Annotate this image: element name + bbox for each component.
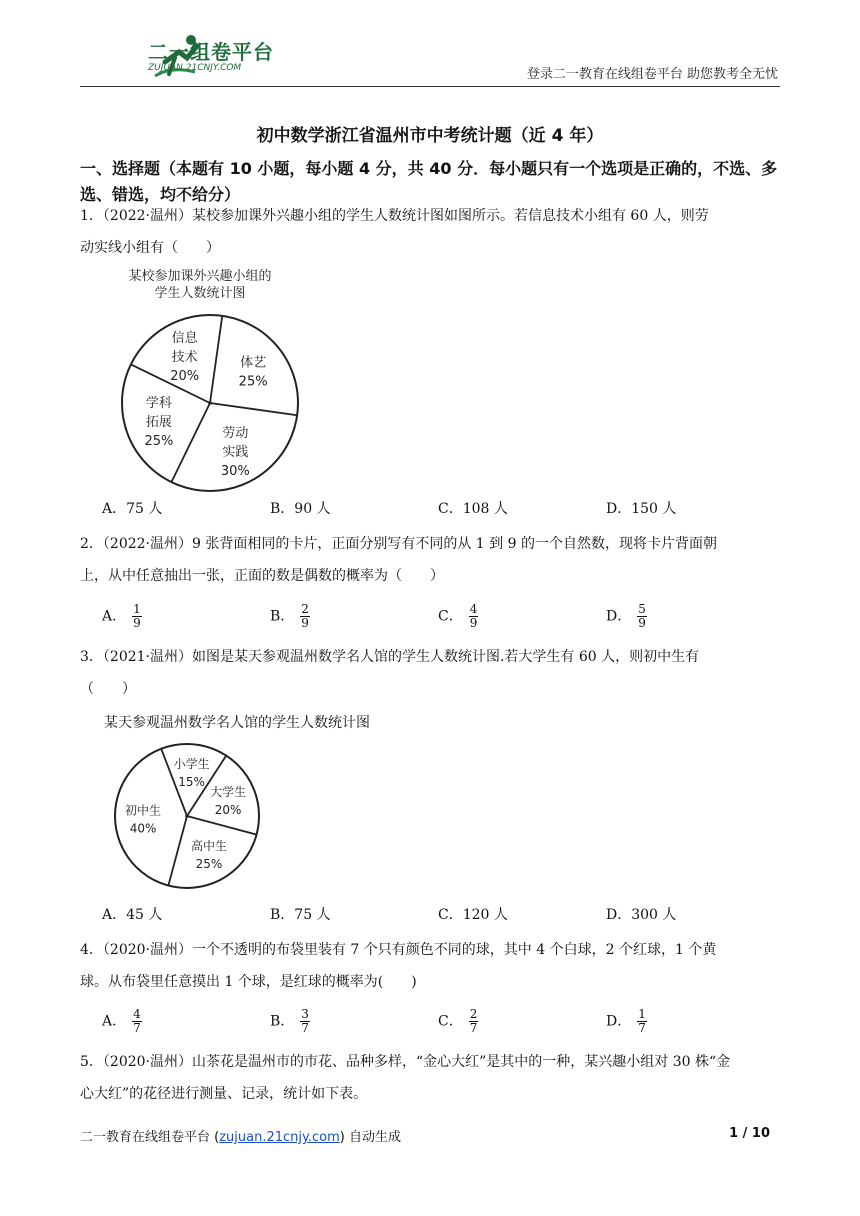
fraction-numerator: 4 xyxy=(469,602,478,616)
question-3-line2: （ ） xyxy=(80,681,136,697)
fraction-denominator: 9 xyxy=(133,616,141,630)
option-d[interactable]: D．300 人 xyxy=(606,907,677,923)
option-b[interactable]: B． $\frac{3}{7}$ xyxy=(270,1007,309,1035)
pie-slice-value: 20% xyxy=(170,368,200,384)
footer xyxy=(80,1126,401,1145)
question-1-line1: 1．（2022·温州）某校参加课外兴趣小组的学生人数统计图如图所示。若信息技术小组有 60 人，则劳 xyxy=(80,208,709,224)
fraction-denominator: 7 xyxy=(301,1021,309,1035)
pie-slice-value: 25% xyxy=(144,434,174,450)
question-5 xyxy=(80,1046,780,1110)
question-2 xyxy=(80,528,780,592)
option-d[interactable]: D． $\frac{5}{9}$ xyxy=(606,602,646,630)
fraction-numerator: 2 xyxy=(469,1007,478,1021)
pie-slice-value: 15% xyxy=(178,775,205,790)
fraction-denominator: 7 xyxy=(638,1021,646,1035)
fraction-numerator: 5 xyxy=(638,602,646,616)
pie-slice-value: 25% xyxy=(238,374,268,390)
pie-center xyxy=(208,401,212,405)
header-divider xyxy=(80,86,780,87)
chart-title-line: 某校参加课外兴趣小组的 xyxy=(128,269,272,284)
pie-slice-value: 30% xyxy=(220,464,250,480)
pie-slice-label: 学科 xyxy=(145,396,172,412)
option-a[interactable]: A． $\frac{1}{9}$ xyxy=(102,602,141,630)
question-5-line1: 5．（2020·温州）山茶花是温州市的市花、品种多样，“金心大红”是其中的一种，某兴趣小组对 30 株“金 xyxy=(80,1054,731,1070)
pie-chart-interest-groups xyxy=(110,268,310,498)
option-c[interactable]: C．108 人 xyxy=(438,501,508,517)
pie-slice-label: 劳动 xyxy=(222,426,249,442)
option-c[interactable]: C．120 人 xyxy=(438,907,508,923)
option-a[interactable]: A．75 人 xyxy=(102,501,163,517)
pie-slice-label: 大学生 xyxy=(210,785,247,800)
fraction-denominator: 9 xyxy=(469,616,478,630)
option-c[interactable]: C． $\frac{2}{7}$ xyxy=(438,1007,478,1035)
pie-slice-value: 25% xyxy=(195,857,223,872)
question-5-line2: 心大红”的花径进行测量、记录，统计如下表。 xyxy=(80,1086,368,1102)
fraction-numerator: 1 xyxy=(638,1007,646,1021)
question-2-line2: 上，从中任意抽出一张，正面的数是偶数的概率为（ ） xyxy=(80,568,444,584)
figure-caption: 某天参观温州数学名人馆的学生人数统计图 xyxy=(104,715,370,731)
option-c[interactable]: C． $\frac{4}{9}$ xyxy=(438,602,478,630)
logo-subtitle: ZUJUAN.21CNJY.COM xyxy=(148,63,242,73)
fraction-denominator: 9 xyxy=(301,616,309,630)
fraction-numerator: 4 xyxy=(133,1007,141,1021)
pie-slice-label: 高中生 xyxy=(190,839,228,854)
footer-link[interactable]: zujuan.21cnjy.com xyxy=(219,1130,340,1145)
option-d[interactable]: D．150 人 xyxy=(606,501,677,517)
pie-slice-value: 40% xyxy=(129,821,157,836)
question-4 xyxy=(80,934,780,998)
question-1 xyxy=(80,200,780,264)
logo-text: 二一组卷平台 xyxy=(148,40,274,64)
page-title: 初中数学浙江省温州市中考统计题（近 4 年） xyxy=(256,126,604,146)
option-b[interactable]: B． $\frac{2}{9}$ xyxy=(270,602,309,630)
pie-slice-label: 信息 xyxy=(171,330,198,346)
question-4-line1: 4．（2020·温州）一个不透明的布袋里装有 7 个只有颜色不同的球，其中 4 个白球，2 个红球，1 个黄 xyxy=(80,942,717,958)
page-number: 1 / 10 xyxy=(729,1126,770,1141)
pie-center xyxy=(185,814,189,818)
option-a[interactable]: A． $\frac{4}{7}$ xyxy=(102,1007,141,1035)
pie-chart-museum-visitors xyxy=(112,740,272,890)
chart-title-line: 学生人数统计图 xyxy=(154,286,246,301)
option-d[interactable]: D． $\frac{1}{7}$ xyxy=(606,1007,646,1035)
question-2-line1: 2．（2022·温州）9 张背面相同的卡片，正面分别写有不同的从 1 到 9 的一个自然数，现将卡片背面朝 xyxy=(80,536,717,552)
fraction-denominator: 9 xyxy=(638,616,646,630)
pie-slice-label: 初中生 xyxy=(125,803,162,818)
section-heading: 一、选择题（本题有 10 小题，每小题 4 分，共 40 分．每小题只有一个选项是正确的，不选、多选、错选，均不给分） xyxy=(80,159,778,204)
footer-prefix: 二一教育在线组卷平台 ( xyxy=(80,1130,220,1145)
fraction-numerator: 1 xyxy=(133,602,141,616)
header-slogan: 登录二一教育在线组卷平台 助您教考全无忧 xyxy=(526,67,778,82)
footer-suffix: ) 自动生成 xyxy=(339,1130,401,1145)
option-b[interactable]: B．90 人 xyxy=(270,501,331,517)
option-b[interactable]: B．75 人 xyxy=(270,907,331,923)
pie-slice-label: 体艺 xyxy=(240,355,267,371)
fraction-numerator: 2 xyxy=(301,602,309,616)
pie-slice-label: 技术 xyxy=(171,349,198,365)
question-1-line2: 动实线小组有（ ） xyxy=(80,240,220,256)
pie-slice-value: 20% xyxy=(214,803,242,818)
option-a[interactable]: A．45 人 xyxy=(102,907,163,923)
pie-slice-label: 小学生 xyxy=(173,757,210,772)
pie-slice-label: 拓展 xyxy=(145,415,172,431)
pie-slice-label: 实践 xyxy=(222,445,249,461)
question-4-line2: 球。从布袋里任意摸出 1 个球，是红球的概率为( ) xyxy=(80,974,417,990)
question-3 xyxy=(80,641,780,705)
fraction-denominator: 7 xyxy=(469,1021,478,1035)
question-3-line1: 3．（2021·温州）如图是某天参观温州数学名人馆的学生人数统计图.若大学生有 60 人，则初中生有 xyxy=(80,649,700,665)
fraction-denominator: 7 xyxy=(133,1021,141,1035)
fraction-numerator: 3 xyxy=(301,1007,309,1021)
